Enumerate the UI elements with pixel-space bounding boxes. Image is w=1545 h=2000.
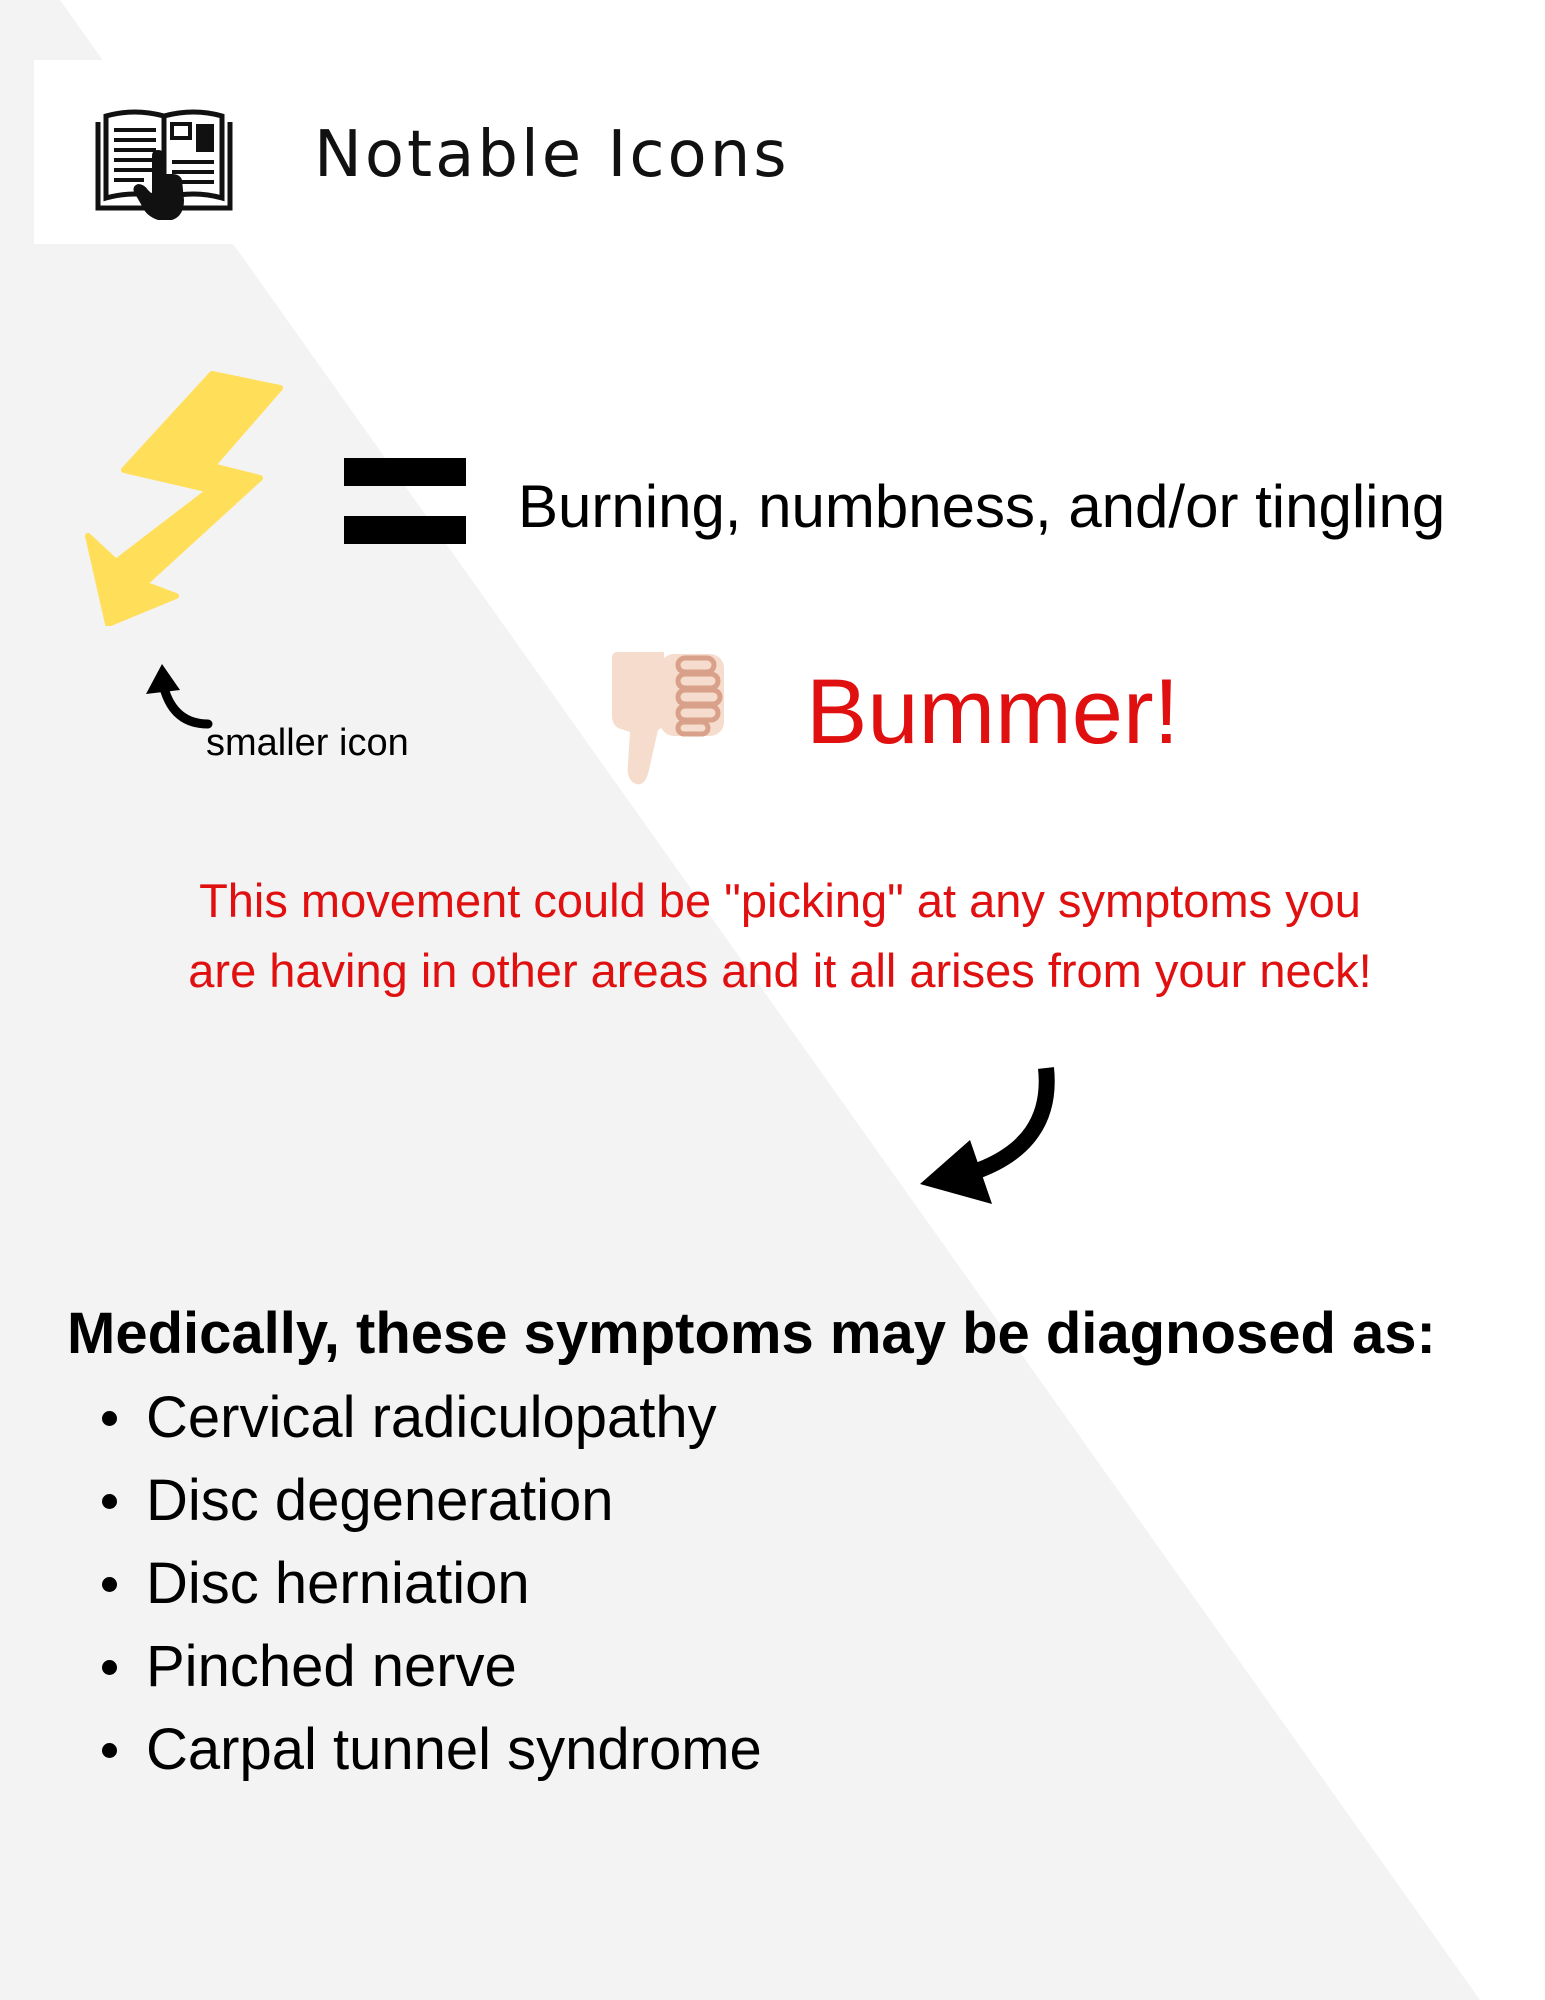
curved-arrow-down-left-icon: [912, 1060, 1062, 1210]
thumbs-down-icon: [604, 648, 734, 788]
diagnosis-heading: Medically, these symptoms may be diagnosed as:: [67, 1301, 1436, 1366]
symptom-meaning-text: Burning, numbness, and/or tingling: [518, 473, 1446, 540]
page-title: Notable Icons: [314, 118, 790, 192]
lightning-bolt-icon: [80, 366, 290, 626]
warning-line-2: are having in other areas and it all arises from your neck!: [188, 944, 1372, 997]
warning-line-1: This movement could be "picking" at any symptoms you: [199, 874, 1361, 927]
equals-icon: [344, 458, 466, 548]
list-item: Cervical radiculopathy: [70, 1376, 762, 1459]
diagnosis-list: [70, 1376, 762, 1791]
warning-text: [100, 866, 1460, 1006]
smaller-icon-label: smaller icon: [206, 722, 409, 764]
header-icon-box: [34, 60, 244, 244]
list-item: Disc degeneration: [70, 1459, 762, 1542]
list-item: Disc herniation: [70, 1542, 762, 1625]
curved-arrow-icon: [138, 660, 214, 736]
list-item: Pinched nerve: [70, 1625, 762, 1708]
manual-book-pointer-icon: [34, 60, 244, 244]
bummer-heading: Bummer!: [806, 661, 1180, 763]
list-item: Carpal tunnel syndrome: [70, 1708, 762, 1791]
